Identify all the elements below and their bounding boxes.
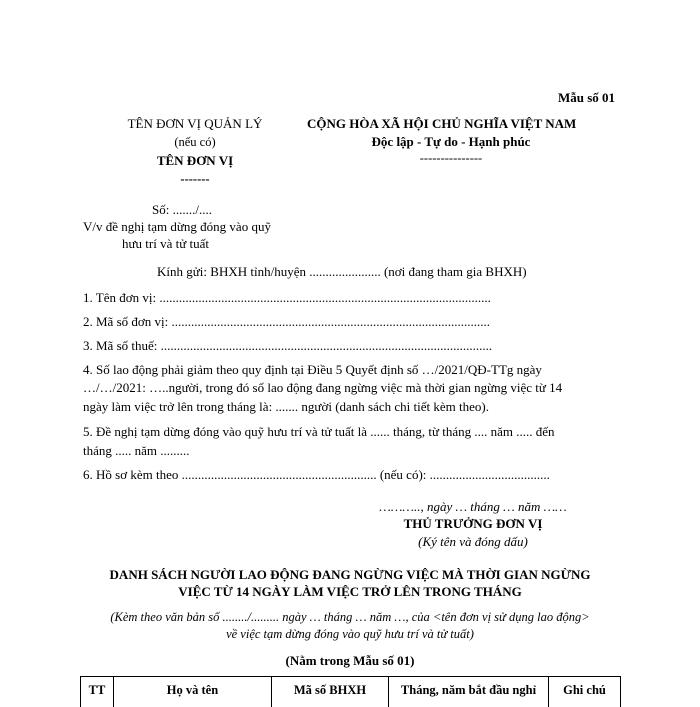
national-motto: Độc lập - Tự do - Hạnh phúc bbox=[371, 134, 531, 149]
list-in-form-note: (Nằm trong Mẫu số 01) bbox=[285, 653, 415, 668]
field-labor-count-line-1: 4. Số lao động phải giảm theo quy định tại Điều 5 Quyết định số …/2021/QĐ-TTg ngày bbox=[83, 362, 542, 377]
field-tax-code: 3. Mã số thuế: ...................................................................................................... bbox=[83, 338, 493, 353]
motto-underline: --------------- bbox=[419, 151, 483, 165]
form-number: Mẫu số 01 bbox=[558, 90, 616, 105]
if-any-label: (nếu có) bbox=[174, 135, 216, 149]
subject-line-2: hưu trí và tử tuất bbox=[122, 236, 210, 251]
list-attachment-note-2: về việc tạm dừng đóng vào quỹ hưu trí và tử tuất) bbox=[226, 627, 474, 641]
field-labor-count-line-2: …/…/2021: …..người, trong đó số lao động đang ngừng việc mà thời gian ngừng việc từ 14 bbox=[83, 380, 563, 395]
table-header-tt: TT bbox=[81, 677, 114, 707]
field-labor-count-line-3: ngày làm việc trở lên trong tháng là: ....... người (danh sách chi tiết kèm theo). bbox=[83, 399, 489, 414]
subject-line-1: V/v đề nghị tạm dừng đóng vào quỹ bbox=[83, 219, 271, 234]
signature-date-line: ……….., ngày … tháng … năm …… bbox=[379, 499, 567, 514]
employee-table-header bbox=[80, 676, 621, 707]
list-title-line-2: VIỆC TỪ 14 NGÀY LÀM VIỆC TRỞ LÊN TRONG THÁNG bbox=[178, 584, 522, 599]
recipient-line: Kính gửi: BHXH tỉnh/huyện ...................... (nơi đang tham gia BHXH) bbox=[157, 264, 527, 279]
list-title-line-1: DANH SÁCH NGƯỜI LAO ĐỘNG ĐANG NGỪNG VIỆC MÀ THỜI GIAN NGỪNG bbox=[109, 567, 591, 582]
field-attachments: 6. Hồ sơ kèm theo ............................................................ (nếu có): ..................................... bbox=[83, 467, 550, 482]
field-unit-name: 1. Tên đơn vị: ...................................................................................................... bbox=[83, 290, 491, 305]
table-header-note: Ghi chú bbox=[549, 677, 621, 707]
document-number: Số: ......./.... bbox=[152, 202, 212, 217]
country-name: CỘNG HÒA XÃ HỘI CHỦ NGHĨA VIỆT NAM bbox=[307, 116, 577, 131]
left-header-dashes: ------- bbox=[180, 172, 210, 186]
unit-manager-label: TÊN ĐƠN VỊ QUẢN LÝ bbox=[127, 116, 263, 131]
signature-title: THỦ TRƯỞNG ĐƠN VỊ bbox=[403, 516, 543, 531]
list-attachment-note-1: (Kèm theo văn bản số ......../......... ngày … tháng … năm …, của <tên đơn vị sử dụng lao động> bbox=[110, 610, 590, 624]
table-header-name: Họ và tên bbox=[114, 677, 272, 707]
field-unit-code: 2. Mã số đơn vị: .................................................................................................. bbox=[83, 314, 490, 329]
field-suspension-line-2: tháng ..... năm ......... bbox=[83, 443, 190, 458]
table-header-start-month: Tháng, năm bắt đầu nghỉ bbox=[389, 677, 549, 707]
field-suspension-line-1: 5. Đề nghị tạm dừng đóng vào quỹ hưu trí và tử tuất là ...... tháng, từ tháng .... năm ..... đến bbox=[83, 424, 555, 439]
table-header-social-insurance-code: Mã số BHXH bbox=[272, 677, 389, 707]
signature-note: (Ký tên và đóng dấu) bbox=[418, 534, 528, 549]
unit-name-label: TÊN ĐƠN VỊ bbox=[156, 153, 234, 168]
